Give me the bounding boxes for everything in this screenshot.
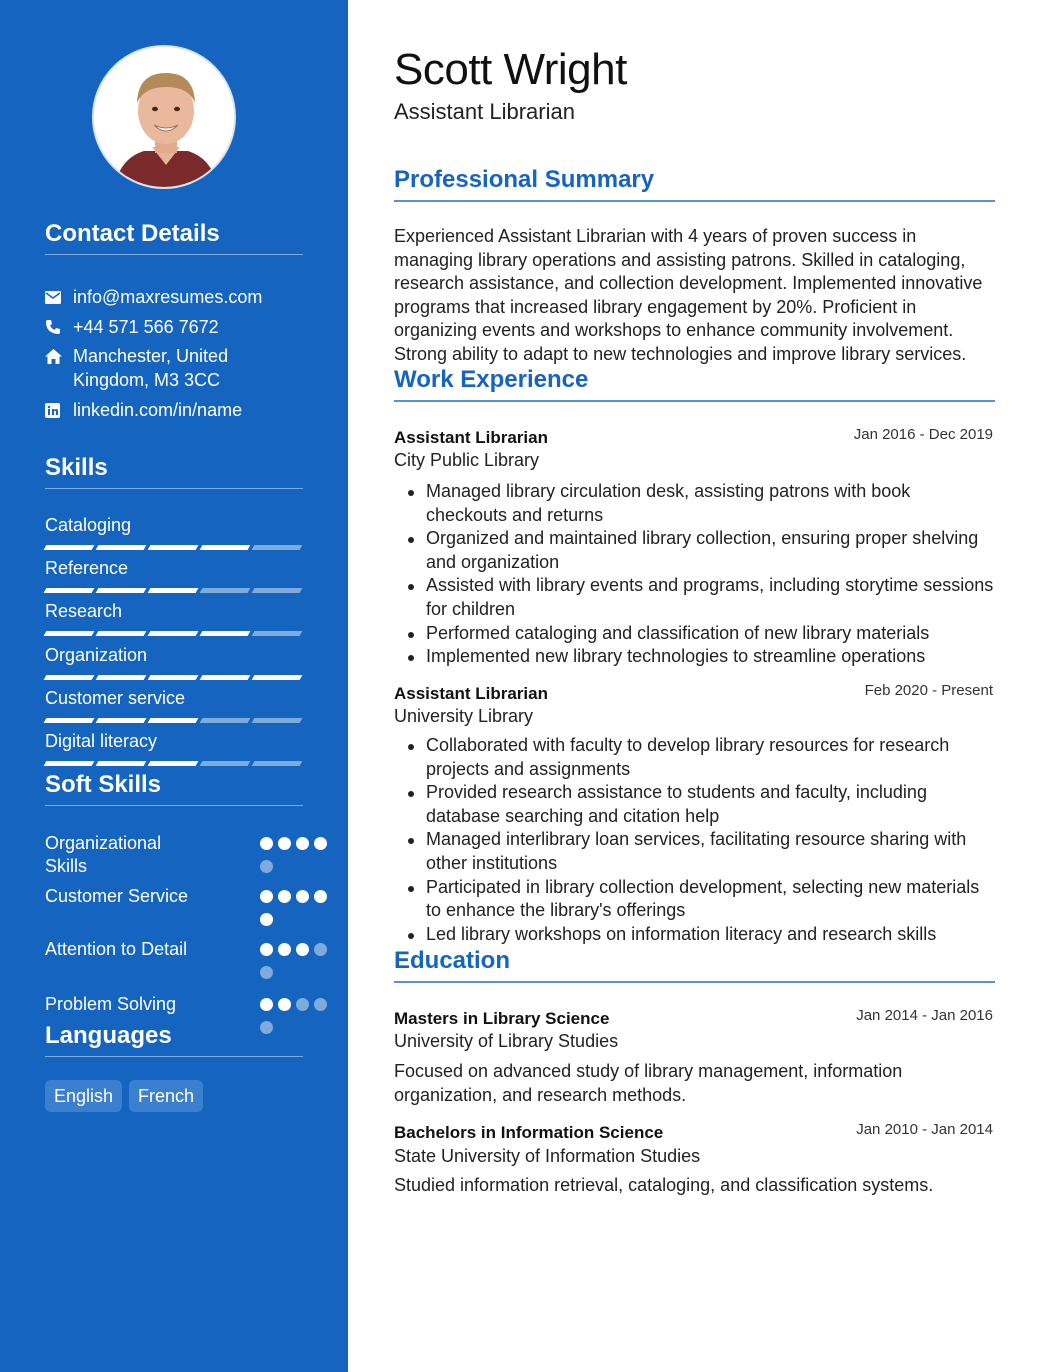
skills-heading: Skills bbox=[45, 454, 303, 489]
contact-phone[interactable] bbox=[45, 315, 303, 339]
skill-level-segment bbox=[252, 761, 303, 766]
list-item: Participated in library collection development, selecting new materials to enhance the library's offerings bbox=[394, 876, 995, 923]
home-icon bbox=[45, 344, 73, 368]
soft-skill-dots bbox=[260, 885, 340, 926]
job-title: Assistant Librarian bbox=[394, 684, 548, 703]
skill-item bbox=[45, 644, 303, 680]
contact-phone-text: +44 571 566 7672 bbox=[73, 317, 219, 337]
skill-level-segment bbox=[96, 631, 147, 636]
rating-dot bbox=[260, 860, 273, 873]
rating-dot bbox=[260, 943, 273, 956]
skill-level-segment bbox=[200, 675, 251, 680]
skill-level-segment bbox=[200, 545, 251, 550]
skill-level-segment bbox=[252, 631, 303, 636]
skill-level-segment bbox=[252, 545, 303, 550]
skill-level-bar bbox=[45, 588, 303, 593]
skill-level-segment bbox=[252, 588, 303, 593]
skill-level-segment bbox=[252, 675, 303, 680]
skill-level-bar bbox=[45, 761, 303, 766]
soft-skill-name: Organizational Skills bbox=[45, 833, 162, 876]
skill-level-segment bbox=[44, 545, 95, 550]
rating-dot bbox=[278, 943, 291, 956]
skill-name: Digital literacy bbox=[45, 731, 158, 751]
list-item: Managed library circulation desk, assisting patrons with book checkouts and returns bbox=[394, 480, 995, 527]
list-item: Organized and maintained library collection, ensuring proper shelving and organization bbox=[394, 527, 995, 574]
job-dates: Jan 2016 - Dec 2019 bbox=[853, 426, 993, 443]
skill-level-segment bbox=[44, 761, 95, 766]
degree-dates: Jan 2014 - Jan 2016 bbox=[856, 1007, 993, 1024]
skill-level-bar bbox=[45, 675, 303, 680]
skill-item bbox=[45, 557, 303, 593]
skill-level-segment bbox=[96, 718, 147, 723]
rating-dot bbox=[314, 998, 327, 1011]
rating-dot bbox=[278, 998, 291, 1011]
contact-linkedin-text: linkedin.com/in/name bbox=[73, 400, 243, 420]
phone-icon bbox=[45, 315, 73, 339]
contact-address bbox=[45, 344, 303, 392]
language-badge: French bbox=[129, 1080, 203, 1112]
skill-level-segment bbox=[44, 631, 95, 636]
education-heading: Education bbox=[394, 947, 995, 983]
skill-level-segment bbox=[44, 588, 95, 593]
skill-level-segment bbox=[96, 761, 147, 766]
professional-summary-heading: Professional Summary bbox=[394, 166, 995, 202]
contact-linkedin[interactable] bbox=[45, 398, 303, 422]
rating-dot bbox=[296, 837, 309, 850]
soft-skill-name: Attention to Detail bbox=[45, 939, 188, 959]
skill-name: Customer service bbox=[45, 688, 186, 708]
rating-dot bbox=[314, 890, 327, 903]
skill-level-segment bbox=[200, 761, 251, 766]
degree-description: Focused on advanced study of library management, information organization, and research methods. bbox=[394, 1061, 903, 1105]
avatar bbox=[92, 45, 236, 189]
skill-name: Organization bbox=[45, 645, 148, 665]
skill-level-segment bbox=[148, 631, 199, 636]
work-experience-heading: Work Experience bbox=[394, 366, 995, 402]
rating-dot bbox=[296, 890, 309, 903]
rating-dot bbox=[278, 890, 291, 903]
candidate-name: Scott Wright bbox=[394, 45, 627, 94]
soft-skill-name: Problem Solving bbox=[45, 994, 177, 1014]
job-bullets bbox=[394, 480, 995, 669]
sidebar bbox=[0, 0, 348, 1372]
contact-address-text: Manchester, United Kingdom, M3 3CC bbox=[73, 346, 229, 390]
candidate-role: Assistant Librarian bbox=[394, 99, 575, 124]
job-title: Assistant Librarian bbox=[394, 428, 548, 447]
skill-name: Cataloging bbox=[45, 515, 132, 535]
list-item: Performed cataloging and classification of new library materials bbox=[394, 622, 995, 646]
languages-heading: Languages bbox=[45, 1022, 303, 1057]
degree-title: Masters in Library Science bbox=[394, 1009, 610, 1028]
list-item: Implemented new library technologies to streamline operations bbox=[394, 645, 995, 669]
skill-level-segment bbox=[200, 588, 251, 593]
skill-item bbox=[45, 600, 303, 636]
rating-dot bbox=[260, 837, 273, 850]
language-badge: English bbox=[45, 1080, 122, 1112]
list-item: Led library workshops on information literacy and research skills bbox=[394, 923, 995, 947]
soft-skill-dots bbox=[260, 832, 340, 873]
linkedin-icon bbox=[45, 398, 73, 422]
job-dates: Feb 2020 - Present bbox=[864, 682, 993, 699]
rating-dot bbox=[278, 837, 291, 850]
rating-dot bbox=[260, 998, 273, 1011]
skill-level-segment bbox=[252, 718, 303, 723]
job-organization: University Library bbox=[394, 706, 534, 726]
contact-email[interactable] bbox=[45, 285, 303, 309]
job-organization: City Public Library bbox=[394, 450, 540, 470]
skill-name: Research bbox=[45, 601, 123, 621]
rating-dot bbox=[314, 943, 327, 956]
skill-level-segment bbox=[148, 761, 199, 766]
list-item: Assisted with library events and programs, including storytime sessions for children bbox=[394, 574, 995, 621]
summary-text: Experienced Assistant Librarian with 4 years of proven success in managing library operations and assisting patrons. Skilled in cataloging, research assistance, and collection development. Implemented innovative programs that increased library engagement by 20%. Proficient in organizing events and workshops to enhance community involvement. Strong ability to adapt to new technologies and improve library services. bbox=[394, 226, 983, 364]
rating-dot bbox=[260, 966, 273, 979]
skill-item bbox=[45, 687, 303, 723]
soft-skill-name: Customer Service bbox=[45, 886, 189, 906]
degree-title: Bachelors in Information Science bbox=[394, 1123, 664, 1142]
rating-dot bbox=[296, 998, 309, 1011]
envelope-icon bbox=[45, 285, 73, 309]
skill-level-bar bbox=[45, 631, 303, 636]
skill-level-segment bbox=[148, 588, 199, 593]
profile-photo bbox=[94, 47, 236, 189]
contact-email-text: info@maxresumes.com bbox=[73, 287, 263, 307]
skill-item bbox=[45, 514, 303, 550]
degree-dates: Jan 2010 - Jan 2014 bbox=[856, 1121, 993, 1138]
skill-level-bar bbox=[45, 718, 303, 723]
skill-level-segment bbox=[96, 588, 147, 593]
rating-dot bbox=[260, 890, 273, 903]
job-bullets bbox=[394, 734, 995, 946]
rating-dot bbox=[260, 913, 273, 926]
skill-name: Reference bbox=[45, 558, 129, 578]
degree-description: Studied information retrieval, cataloging, and classification systems. bbox=[394, 1175, 934, 1195]
rating-dot bbox=[296, 943, 309, 956]
soft-skill-dots bbox=[260, 938, 340, 979]
skill-level-segment bbox=[148, 675, 199, 680]
soft-skills-heading: Soft Skills bbox=[45, 771, 303, 806]
skill-level-segment bbox=[96, 675, 147, 680]
skill-level-bar bbox=[45, 545, 303, 550]
skill-level-segment bbox=[44, 675, 95, 680]
skill-level-segment bbox=[200, 718, 251, 723]
list-item: Collaborated with faculty to develop library resources for research projects and assignments bbox=[394, 734, 995, 781]
list-item: Managed interlibrary loan services, facilitating resource sharing with other institutions bbox=[394, 828, 995, 875]
rating-dot bbox=[314, 837, 327, 850]
skill-level-segment bbox=[96, 545, 147, 550]
school-name: State University of Information Studies bbox=[394, 1146, 701, 1166]
skill-level-segment bbox=[44, 718, 95, 723]
skill-item bbox=[45, 730, 303, 766]
skill-level-segment bbox=[148, 718, 199, 723]
skill-level-segment bbox=[200, 631, 251, 636]
contact-details-heading: Contact Details bbox=[45, 220, 303, 255]
school-name: University of Library Studies bbox=[394, 1031, 619, 1051]
skill-level-segment bbox=[148, 545, 199, 550]
list-item: Provided research assistance to students and faculty, including database searching and citation help bbox=[394, 781, 995, 828]
